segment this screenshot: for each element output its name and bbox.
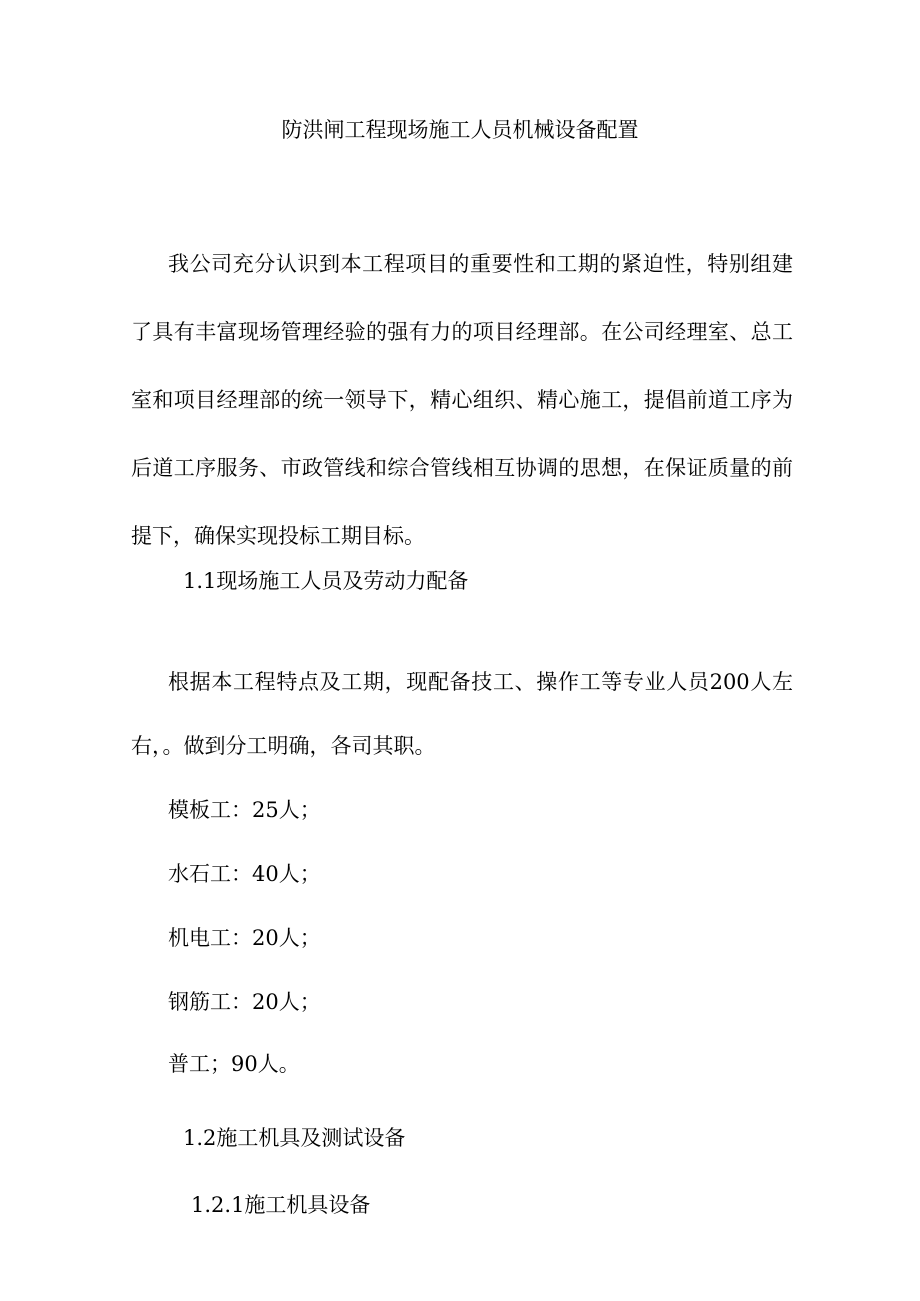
worker-item-electromechanical: 机电工：20人； xyxy=(168,926,321,950)
worker-item-rebar: 钢筋工：20人； xyxy=(168,990,321,1014)
worker-item-formwork: 模板工：25人； xyxy=(168,798,321,822)
section-1-2-1-heading: 1.2.1施工机具设备 xyxy=(191,1193,371,1217)
worker-item-general: 普工；90人。 xyxy=(168,1052,300,1076)
section-1-1-heading: 1.1现场施工人员及劳动力配备 xyxy=(183,569,469,593)
intro-paragraph: 我公司充分认识到本工程项目的重要性和工期的紧迫性，特别组建了具有丰富现场管理经验的强有力的项目经理部。在公司经理室、总工室和项目经理部的统一领导下，精心组织、精心施工，提倡前道工序为后道工序服务、市政管线和综合管线相互协调的思想，在保证质量的前提下，确保实现投标工期目标。 xyxy=(131,252,793,548)
section-1-2-heading: 1.2施工机具及测试设备 xyxy=(183,1126,406,1150)
worker-item-masonry: 水石工：40人； xyxy=(168,862,321,886)
section-1-1-paragraph: 根据本工程特点及工期，现配备技工、操作工等专业人员200人左右，。做到分工明确，各司其职。 xyxy=(131,670,793,758)
document-title: 防洪闸工程现场施工人员机械设备配置 xyxy=(281,118,639,142)
